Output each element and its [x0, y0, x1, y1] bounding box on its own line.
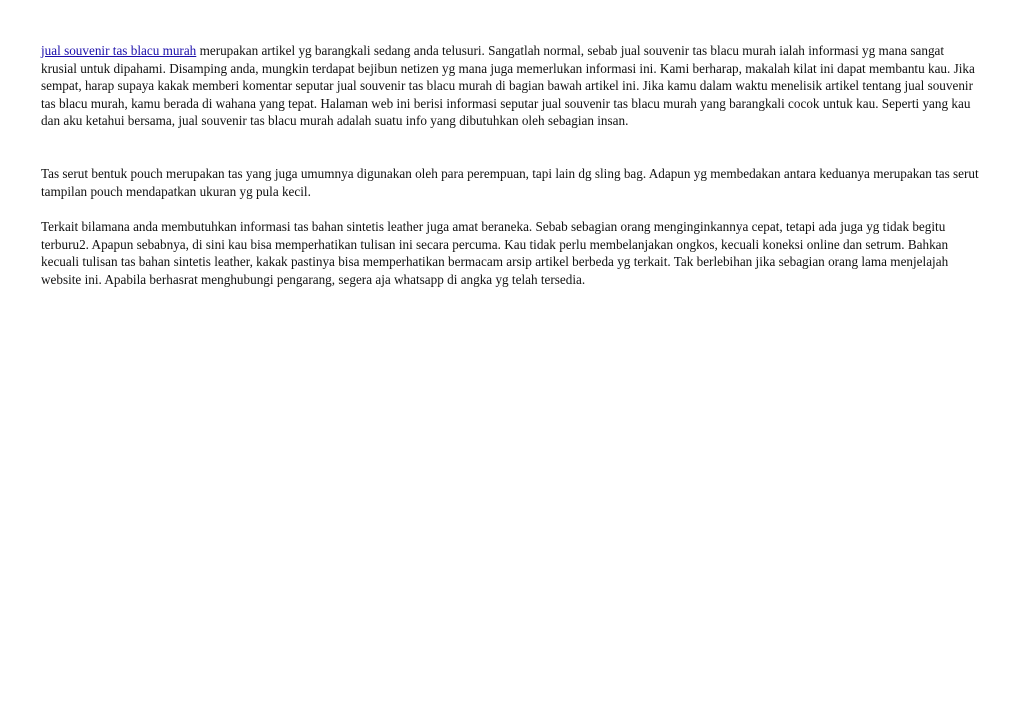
article-link[interactable]: jual souvenir tas blacu murah	[41, 43, 197, 58]
paragraph-spacer	[41, 130, 983, 165]
intro-paragraph	[41, 42, 983, 130]
pouch-paragraph: Tas serut bentuk pouch merupakan tas yang juga umumnya digunakan oleh para perempuan, tapi lain dg sling bag. Adapun yg membedakan antara keduanya merupakan tas serut tampilan pouch mendapatkan ukuran yg pula kecil.	[41, 165, 979, 199]
leather-paragraph: Terkait bilamana anda membutuhkan informasi tas bahan sintetis leather juga amat beraneka. Sebab sebagian orang menginginkannya cepat, tetapi ada juga yg tidak begitu terburu2. Apapun sebabnya, di sini kau bisa memperhatikan tulisan ini secara percuma. Kau tidak perlu membelanjakan ongkos, kecuali koneksi online dan setrum. Bahkan kecuali tulisan tas bahan sintetis leather, kakak pastinya bisa memperhatikan bermacam arsip artikel berbeda yg terkait. Tak berlebihan jika sebagian orang lama menjelajah website ini. Apabila berhasrat menghubungi pengarang, segera aja whatsapp di angka yg telah tersedia.	[41, 219, 949, 287]
document-page	[41, 42, 983, 289]
intro-text: merupakan artikel yg barangkali sedang anda telusuri. Sangatlah normal, sebab jual souvenir tas blacu murah ialah informasi yg mana sangat krusial untuk dipahami. Disamping anda, mungkin terdapat bejibun netizen yg mana juga memerlukan informasi ini. Kami berharap, makalah kilat ini dapat membantu kau. Jika sempat, harap supaya kakak memberi komentar seputar jual souvenir tas blacu murah di bagian bawah artikel ini. Jika kamu dalam waktu menelisik artikel tentang jual souvenir tas blacu murah, kamu berada di wahana yang tepat. Halaman web ini berisi informasi seputar jual souvenir tas blacu murah yang barangkali cocok untuk kau. Seperti yang kau dan aku ketahui bersama, jual souvenir tas blacu murah adalah suatu info yang dibutuhkan oleh sebagian insan.	[41, 43, 975, 129]
paragraph-spacer	[41, 200, 983, 218]
